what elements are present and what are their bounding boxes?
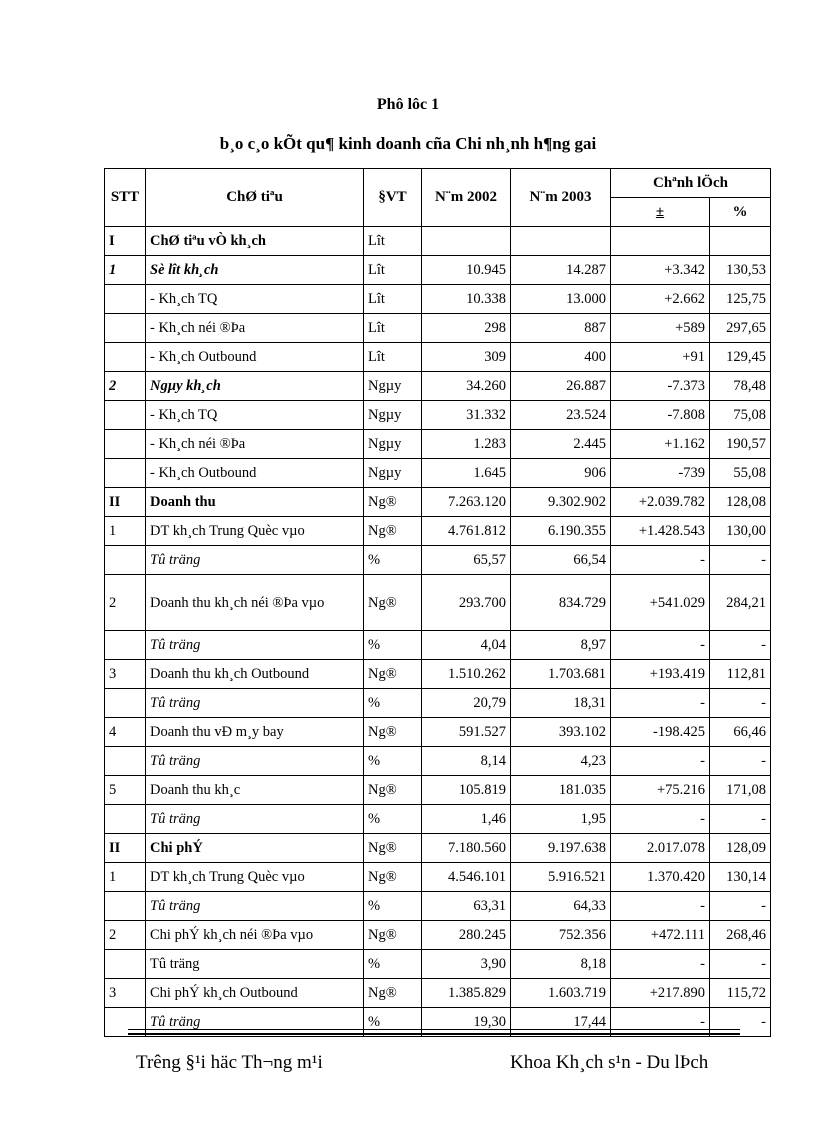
cell-stt: II [105,488,146,517]
table-row [105,631,771,660]
cell-percent: 125,75 [710,285,771,314]
cell-value-2002: 298 [422,314,511,343]
cell-indicator: Doanh thu [146,488,364,517]
table-row [105,575,771,631]
cell-value-2002: 7.263.120 [422,488,511,517]
table-body [105,227,771,1037]
cell-value-2002: 293.700 [422,575,511,631]
cell-percent: 112,81 [710,660,771,689]
cell-percent: 115,72 [710,979,771,1008]
cell-indicator: - Kh¸ch néi ®Þa [146,314,364,343]
cell-difference: +1.162 [611,430,710,459]
cell-percent: 130,53 [710,256,771,285]
cell-stt: 2 [105,372,146,401]
cell-percent: - [710,1008,771,1037]
cell-unit: Ng® [364,979,422,1008]
cell-difference: +589 [611,314,710,343]
cell-indicator: Tû träng [146,892,364,921]
cell-value-2003: 400 [511,343,611,372]
table-row [105,776,771,805]
table-row [105,689,771,718]
cell-percent: 130,00 [710,517,771,546]
table-row [105,517,771,546]
cell-unit: % [364,950,422,979]
cell-percent [710,227,771,256]
cell-indicator: Chi phÝ kh¸ch néi ®Þa vµo [146,921,364,950]
cell-value-2003: 9.197.638 [511,834,611,863]
cell-indicator: Doanh thu kh¸ch Outbound [146,660,364,689]
table-row [105,372,771,401]
cell-difference: +193.419 [611,660,710,689]
cell-percent: 297,65 [710,314,771,343]
table-row [105,834,771,863]
cell-value-2002 [422,227,511,256]
cell-indicator: Tû träng [146,689,364,718]
cell-stt [105,401,146,430]
cell-stt: 5 [105,776,146,805]
cell-unit: Ng® [364,776,422,805]
cell-unit: Ngµy [364,459,422,488]
cell-stt [105,689,146,718]
cell-difference: -198.425 [611,718,710,747]
cell-value-2003: 1,95 [511,805,611,834]
cell-value-2002: 34.260 [422,372,511,401]
cell-difference: +3.342 [611,256,710,285]
cell-stt [105,343,146,372]
footer-faculty: Khoa Kh¸ch s¹n - Du lÞch [510,1052,709,1073]
cell-difference: -7.373 [611,372,710,401]
header-plus-minus: ± [611,198,710,227]
cell-percent: 130,14 [710,863,771,892]
cell-stt: 1 [105,863,146,892]
cell-value-2002: 1,46 [422,805,511,834]
cell-difference: - [611,1008,710,1037]
cell-difference: 2.017.078 [611,834,710,863]
cell-value-2002: 1.283 [422,430,511,459]
cell-indicator: Chi phÝ kh¸ch Outbound [146,979,364,1008]
cell-stt [105,892,146,921]
cell-indicator: Tû träng [146,631,364,660]
cell-indicator: Tû träng [146,747,364,776]
cell-value-2002: 31.332 [422,401,511,430]
cell-unit: % [364,747,422,776]
cell-difference: 1.370.420 [611,863,710,892]
cell-value-2002: 309 [422,343,511,372]
cell-unit: % [364,1008,422,1037]
table-row [105,979,771,1008]
cell-value-2002: 7.180.560 [422,834,511,863]
cell-difference: +217.890 [611,979,710,1008]
cell-difference: - [611,546,710,575]
table-row [105,459,771,488]
cell-indicator: - Kh¸ch Outbound [146,343,364,372]
cell-value-2003: 1.703.681 [511,660,611,689]
cell-difference: - [611,950,710,979]
table-header-row [105,169,771,198]
cell-value-2002: 1.510.262 [422,660,511,689]
cell-value-2003: 1.603.719 [511,979,611,1008]
table-row [105,488,771,517]
cell-value-2003: 14.287 [511,256,611,285]
cell-difference: - [611,805,710,834]
cell-stt [105,459,146,488]
cell-indicator: DT kh¸ch Trung Quèc vµo [146,517,364,546]
cell-value-2003: 23.524 [511,401,611,430]
cell-indicator: Ngµy kh¸ch [146,372,364,401]
cell-stt [105,631,146,660]
cell-difference: +2.662 [611,285,710,314]
cell-percent: 128,09 [710,834,771,863]
cell-stt: 2 [105,921,146,950]
cell-indicator: Doanh thu kh¸ch néi ®Þa vµo [146,575,364,631]
cell-difference: - [611,747,710,776]
cell-value-2002: 65,57 [422,546,511,575]
cell-percent: 75,08 [710,401,771,430]
cell-indicator: Tû träng [146,1008,364,1037]
cell-value-2003: 26.887 [511,372,611,401]
table-row [105,747,771,776]
table-row [105,401,771,430]
cell-percent: 78,48 [710,372,771,401]
cell-indicator: Doanh thu vÐ m¸y bay [146,718,364,747]
cell-percent: - [710,631,771,660]
cell-unit: Ng® [364,488,422,517]
header-difference: Chªnh lÖch [611,169,771,198]
cell-unit: Lît [364,314,422,343]
cell-value-2003: 887 [511,314,611,343]
cell-value-2002: 105.819 [422,776,511,805]
cell-difference [611,227,710,256]
cell-stt: 3 [105,979,146,1008]
cell-percent: 268,46 [710,921,771,950]
cell-stt: 3 [105,660,146,689]
footer-divider-thick [128,1033,740,1035]
table-row [105,863,771,892]
cell-value-2003: 752.356 [511,921,611,950]
cell-percent: 55,08 [710,459,771,488]
cell-value-2002: 280.245 [422,921,511,950]
cell-value-2003: 8,18 [511,950,611,979]
cell-percent: 129,45 [710,343,771,372]
cell-value-2003: 393.102 [511,718,611,747]
table-row [105,921,771,950]
cell-indicator: - Kh¸ch néi ®Þa [146,430,364,459]
cell-unit: Ngµy [364,401,422,430]
cell-unit: Ng® [364,863,422,892]
cell-value-2002: 1.385.829 [422,979,511,1008]
cell-value-2002: 4.761.812 [422,517,511,546]
cell-unit: Lît [364,285,422,314]
cell-percent: - [710,892,771,921]
cell-value-2003: 64,33 [511,892,611,921]
cell-unit: Ng® [364,660,422,689]
cell-stt: 1 [105,517,146,546]
cell-unit: Ngµy [364,372,422,401]
header-year-2003: N¨m 2003 [511,169,611,227]
cell-percent: 284,21 [710,575,771,631]
table-row [105,430,771,459]
cell-value-2002: 4.546.101 [422,863,511,892]
cell-percent: 128,08 [710,488,771,517]
cell-value-2003: 13.000 [511,285,611,314]
cell-difference: +91 [611,343,710,372]
cell-difference: -739 [611,459,710,488]
cell-unit: Lît [364,256,422,285]
cell-difference: +75.216 [611,776,710,805]
cell-value-2002: 20,79 [422,689,511,718]
cell-percent: - [710,747,771,776]
cell-value-2003: 8,97 [511,631,611,660]
cell-unit: % [364,892,422,921]
cell-indicator: Tû träng [146,805,364,834]
cell-indicator: Tû träng [146,950,364,979]
cell-unit: % [364,805,422,834]
cell-value-2003: 181.035 [511,776,611,805]
cell-unit: Ng® [364,718,422,747]
cell-value-2002: 1.645 [422,459,511,488]
cell-stt [105,950,146,979]
cell-stt [105,314,146,343]
cell-percent: 171,08 [710,776,771,805]
cell-indicator: Tû träng [146,546,364,575]
cell-value-2002: 3,90 [422,950,511,979]
cell-difference: +2.039.782 [611,488,710,517]
cell-difference: - [611,631,710,660]
cell-stt [105,805,146,834]
table-row [105,718,771,747]
cell-indicator: DT kh¸ch Trung Quèc vµo [146,863,364,892]
cell-difference: +541.029 [611,575,710,631]
cell-value-2003: 18,31 [511,689,611,718]
business-results-table [104,168,771,1037]
cell-indicator: - Kh¸ch Outbound [146,459,364,488]
table-row [105,256,771,285]
header-indicator: ChØ tiªu [146,169,364,227]
cell-indicator: Sè lît kh¸ch [146,256,364,285]
cell-value-2003: 834.729 [511,575,611,631]
table-row [105,805,771,834]
cell-unit: Ng® [364,921,422,950]
cell-stt: 2 [105,575,146,631]
cell-percent: - [710,805,771,834]
table-row [105,546,771,575]
cell-unit: Ng® [364,575,422,631]
cell-unit: Ng® [364,517,422,546]
cell-difference: +472.111 [611,921,710,950]
cell-percent: 66,46 [710,718,771,747]
cell-percent: - [710,546,771,575]
cell-value-2002: 19,30 [422,1008,511,1037]
cell-stt: 1 [105,256,146,285]
cell-indicator: - Kh¸ch TQ [146,285,364,314]
cell-value-2003: 906 [511,459,611,488]
cell-value-2003: 66,54 [511,546,611,575]
cell-indicator: ChØ tiªu vÒ kh¸ch [146,227,364,256]
cell-percent: - [710,689,771,718]
cell-value-2002: 63,31 [422,892,511,921]
cell-percent: 190,57 [710,430,771,459]
cell-value-2002: 4,04 [422,631,511,660]
header-year-2002: N¨m 2002 [422,169,511,227]
footer-divider [128,1029,740,1030]
cell-unit: % [364,631,422,660]
cell-value-2003 [511,227,611,256]
cell-value-2002: 10.338 [422,285,511,314]
cell-difference: - [611,892,710,921]
cell-indicator: Chi phÝ [146,834,364,863]
cell-difference: -7.808 [611,401,710,430]
header-stt: STT [105,169,146,227]
cell-value-2002: 591.527 [422,718,511,747]
cell-value-2003: 4,23 [511,747,611,776]
table-row [105,892,771,921]
cell-unit: Ngµy [364,430,422,459]
cell-stt: I [105,227,146,256]
cell-value-2003: 2.445 [511,430,611,459]
header-unit: §VT [364,169,422,227]
header-percent: % [710,198,771,227]
cell-unit: Ng® [364,834,422,863]
cell-value-2002: 10.945 [422,256,511,285]
cell-stt: 4 [105,718,146,747]
cell-indicator: - Kh¸ch TQ [146,401,364,430]
cell-stt [105,546,146,575]
cell-value-2002: 8,14 [422,747,511,776]
cell-value-2003: 17,44 [511,1008,611,1037]
cell-stt [105,747,146,776]
cell-unit: Lît [364,343,422,372]
cell-value-2003: 5.916.521 [511,863,611,892]
cell-percent: - [710,950,771,979]
table-row [105,314,771,343]
cell-value-2003: 6.190.355 [511,517,611,546]
cell-unit: % [364,546,422,575]
appendix-heading: Phô lôc 1 [376,96,440,113]
footer-university: Trêng §¹i häc Th¬ng m¹i [136,1052,323,1073]
cell-unit: Lît [364,227,422,256]
table-row [105,660,771,689]
table-row [105,285,771,314]
cell-difference: +1.428.543 [611,517,710,546]
cell-difference: - [611,689,710,718]
cell-stt [105,285,146,314]
cell-stt [105,430,146,459]
cell-indicator: Doanh thu kh¸c [146,776,364,805]
cell-unit: % [364,689,422,718]
table-row [105,343,771,372]
cell-stt: II [105,834,146,863]
report-title: b¸o c¸o kÕt qu¶ kinh doanh cña Chi nh¸nh h¶ng gai [219,134,597,153]
cell-value-2003: 9.302.902 [511,488,611,517]
table-row [105,227,771,256]
table-row [105,950,771,979]
